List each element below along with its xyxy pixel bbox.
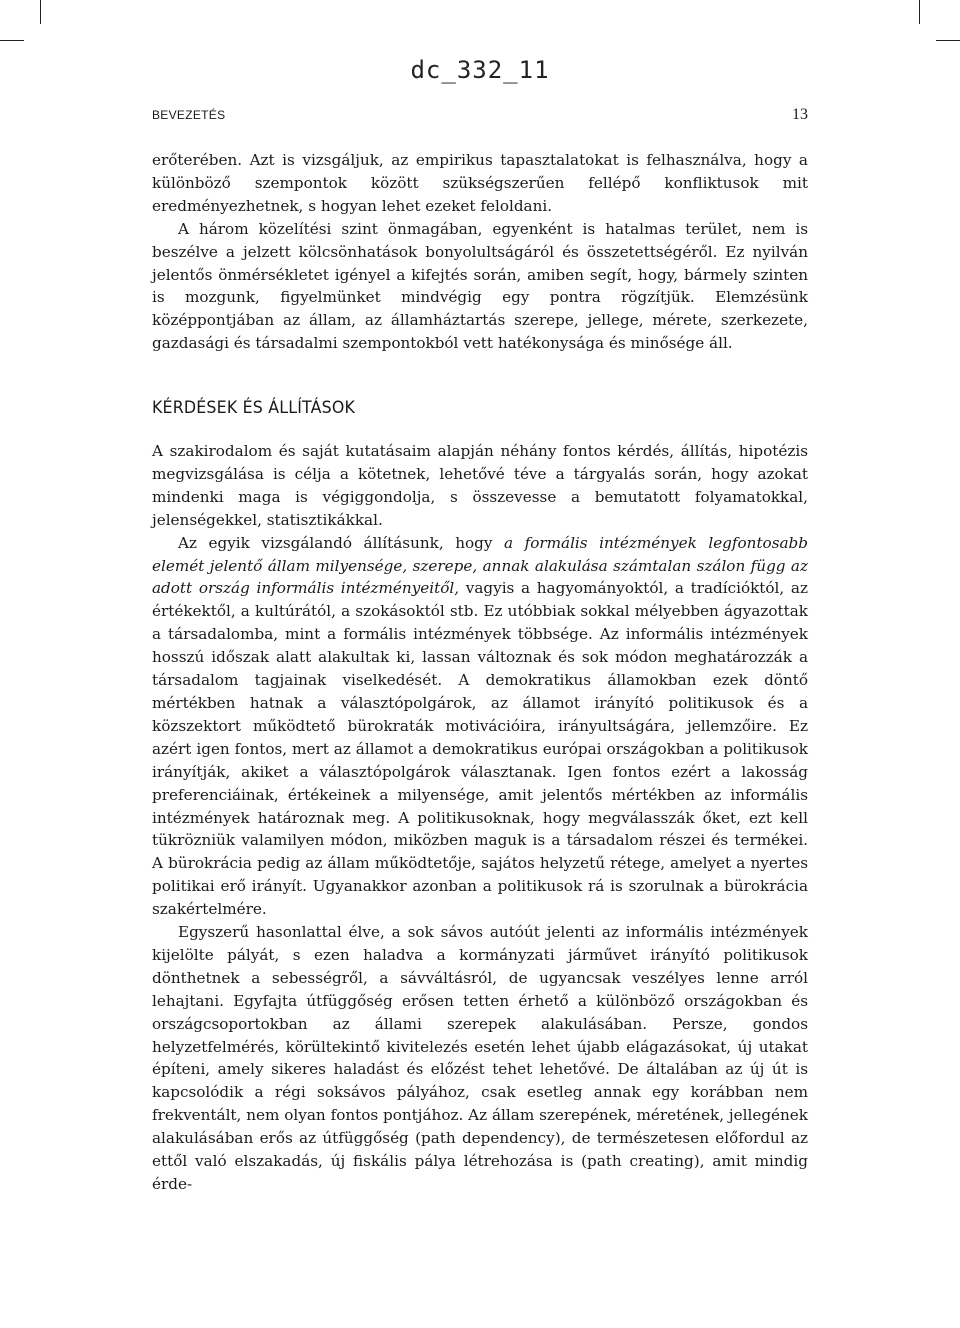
paragraph-2-rest: vagyis a hagyományoktól, a tradícióktól, az értékektől, a kultúrától, a szokásoktól stb. Ez utóbbiak sokkal mélyebben ágyazottak a társadalomba, mint a formális intézmények többsége. Az informális intézmények hosszú időszak alatt alakultak ki, lassan változnak és sok módon meghatározzák a társadalom tagjainak viselkedését. A demokratikus államokban ezek döntő mértékben hatnak a választópolgárok, az államot irányító politikusok és a közszektort működtető bürokraták motivációira, irányultságára, jellemzőire. Ez azért igen fontos, mert az államot a demokratikus európai országokban a politikusok irányítják, akiket a választópolgárok választanak. Igen fontos ezért a lakosság preferenciáinak, értékeinek a milyensége, amit jelentős mértékben az informális intézmények határoznak meg. A politikusoknak, hogy megválasszák őket, ezt kell tükrözniük valamilyen módon, miközben maguk is a társadalom részei és termékei. A bürokrácia pedig az állam működtetője, sajátos helyzetű rétege, amelyet a nyertes politikai erő irányít. Ugyanakkor azonban a politikusok rá is szorulnak a bürokrácia szakértelmére. [152,579,808,919]
intro-paragraph-1: erőterében. Azt is vizsgáljuk, az empirikus tapasztalatokat is felhasználva, hogy a különböző szempontok között szükségszerűen fellépő konfliktusok mit eredményezhetnek, s hogyan lehet ezeket feloldani. [152,151,808,215]
running-head-section: BEVEZETÉS [152,108,226,122]
section-heading: KÉRDÉSEK ÉS ÁLLÍTÁSOK [152,398,356,418]
section-text [152,440,808,1196]
intro-paragraph-2: A három közelítési szint önmagában, egyenként is hatalmas terület, nem is beszélve a jelzett kölcsönhatások bonyolultságáról és összetettségéről. Ez nyilván jelentős önmérsékletet igényel a kifejtés során, amiben segít, hogy, bármely szinten is mozgunk, figyelmünket mindvégig egy pontra rögzítjük. Elemzésünk középpontjában az állam, az államháztartás szerepe, jellege, mérete, szerkezete, gazdasági és társadalmi szempontokból vett hatékonysága és minősége áll. [152,219,808,353]
paragraph-2-lead: Az egyik vizsgálandó állításunk, hogy [178,533,504,552]
page-number: 13 [792,106,808,123]
crop-mark-top-left-vertical [40,0,41,24]
crop-mark-top-right-horizontal [936,40,960,41]
crop-mark-top-left-horizontal [0,40,24,41]
crop-mark-top-right-vertical [919,0,920,24]
intro-text [152,149,808,355]
paragraph-2-emphasis: a formális intézmények legfontosabb elemét jelentő állam milyensége, szerepe, annak alakulása számtalan szálon függ az adott ország informális intézményeitől, [152,533,808,598]
section-paragraph-3: Egyszerű hasonlattal élve, a sok sávos autóút jelenti az informális intézmények kijelölte pályát, s ezen haladva a kormányzati járművet irányító politikusok dönthetnek a sebességről, a sávváltásról, de ugyancsak veszélyes lenne arról lehajtani. Egyfajta útfüggőség erősen tetten érhető a különböző országokban és országcsoportokban az állami szerepek alakulásában. Persze, gondos helyzetfelmérés, körültekintő kivitelezés esetén lehet újabb elágazásokat, új utakat építeni, amely sikeres haladást és előzést tehet lehetővé. De általában az új út is kapcsolódik a régi soksávos pályához, csak esetleg annak egy korábban nem frekventált, nem olyan fontos pontjához. Az állam szerepének, méretének, jellegének alakulásában erős az útfüggőség (path dependency), de természetesen előfordul az ettől való elszakadás, új fiskális pálya létrehozása is (path creating), amit mindig érde- [152,923,808,1193]
document-id: dc_332_11 [410,56,550,84]
section-paragraph-2 [152,532,808,921]
running-head [152,106,808,124]
section-paragraph-1: A szakirodalom és saját kutatásaim alapján néhány fontos kérdés, állítás, hipotézis megvizsgálása is célja a kötetnek, lehetővé téve a tárgyalás során, hogy azokat mindenki maga is végiggondolja, s összevesse a bemutatott folyamatokkal, jelenségekkel, statisztikákkal. [152,442,808,529]
